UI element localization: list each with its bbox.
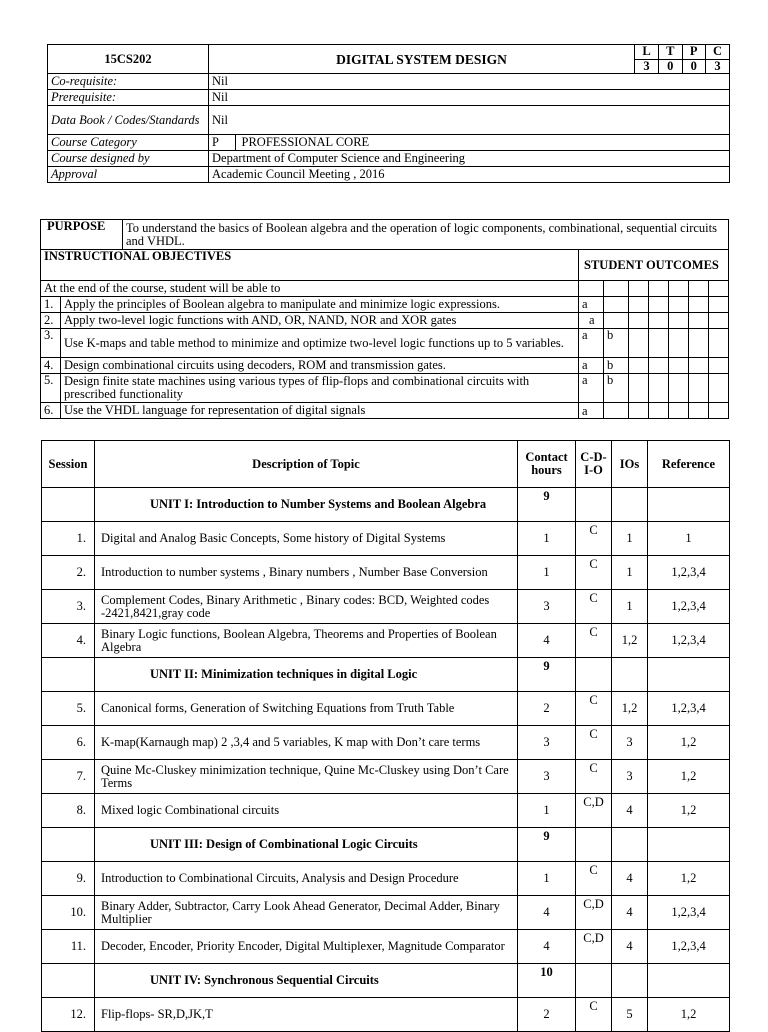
- unit-hours: 10: [518, 964, 576, 998]
- table-row: [42, 726, 730, 760]
- ios-header: IOs: [612, 441, 648, 488]
- outcome-cell: [604, 281, 629, 297]
- reference-cell: 1,2,3,4: [648, 556, 730, 590]
- ltpc-header: C: [706, 45, 730, 59]
- ios-cell: 1: [612, 522, 648, 556]
- outcome-cell: [629, 403, 649, 419]
- outcome-cell: a: [579, 329, 604, 358]
- contact-hours: 1: [518, 556, 576, 590]
- reference-cell: [648, 964, 730, 998]
- outcome-cell: [669, 358, 689, 374]
- prerequisite-value: Nil: [209, 90, 730, 106]
- category-cell: [209, 135, 730, 151]
- designed-by-label: Course designed by: [48, 151, 209, 167]
- topic-description: Introduction to Combinational Circuits, Analysis and Design Procedure: [95, 862, 518, 896]
- outcome-cell: [629, 374, 649, 403]
- objectives-header: INSTRUCTIONAL OBJECTIVES: [41, 250, 579, 281]
- contact-hours: 3: [518, 760, 576, 794]
- table-row: [42, 692, 730, 726]
- ltpc-cell: [635, 45, 730, 74]
- contact-hours: 1: [518, 522, 576, 556]
- outcome-cell: [669, 329, 689, 358]
- outcome-cell: [649, 297, 669, 313]
- session-number: 7.: [42, 760, 95, 794]
- outcome-cell: [669, 297, 689, 313]
- category-label: Course Category: [48, 135, 209, 151]
- cdio-cell: [576, 488, 612, 522]
- contact-hours: 2: [518, 692, 576, 726]
- reference-cell: 1,2: [648, 726, 730, 760]
- topic-description: Digital and Analog Basic Concepts, Some history of Digital Systems: [95, 522, 518, 556]
- contact-header: Contact hours: [518, 441, 576, 488]
- session-number: 6.: [42, 726, 95, 760]
- topic-description: Mixed logic Combinational circuits: [95, 794, 518, 828]
- outcome-cell: [709, 358, 729, 374]
- outcome-cell: [649, 358, 669, 374]
- outcome-cell: [629, 313, 649, 329]
- topic-description: Decoder, Encoder, Priority Encoder, Digital Multiplexer, Magnitude Comparator: [95, 930, 518, 964]
- cdio-cell: C,D: [576, 794, 612, 828]
- outcome-cell: [709, 281, 729, 297]
- objective-number: 5.: [41, 374, 61, 403]
- outcome-cell: [709, 374, 729, 403]
- outcome-cell: [649, 374, 669, 403]
- session-number: [42, 488, 95, 522]
- ltpc-value: 3: [706, 59, 730, 73]
- unit-title: UNIT I: Introduction to Number Systems and Boolean Algebra: [95, 488, 518, 522]
- outcome-cell: [604, 403, 629, 419]
- contact-hours: 4: [518, 930, 576, 964]
- reference-cell: 1: [648, 522, 730, 556]
- objective-text: Use the VHDL language for representation of digital signals: [61, 403, 579, 419]
- session-number: 12.: [42, 998, 95, 1032]
- table-row: [42, 930, 730, 964]
- outcome-cell: b: [604, 358, 629, 374]
- cdio-cell: C: [576, 522, 612, 556]
- cdio-cell: [576, 964, 612, 998]
- unit-row: [42, 658, 730, 692]
- outcome-cell: [689, 403, 709, 419]
- unit-row: [42, 964, 730, 998]
- outcome-cell: [629, 297, 649, 313]
- table-row: [42, 522, 730, 556]
- cdio-cell: C,D: [576, 930, 612, 964]
- objectives-intro: At the end of the course, student will be able to: [41, 281, 579, 297]
- ios-cell: 1,2: [612, 624, 648, 658]
- cdio-cell: C: [576, 862, 612, 896]
- purpose-label: PURPOSE: [41, 220, 123, 250]
- session-number: 8.: [42, 794, 95, 828]
- outcome-cell: [579, 281, 604, 297]
- contact-hours: 4: [518, 624, 576, 658]
- reference-cell: 1,2,3,4: [648, 590, 730, 624]
- cdio-cell: C: [576, 624, 612, 658]
- prerequisite-label: Prerequisite:: [48, 90, 209, 106]
- outcome-cell: [709, 329, 729, 358]
- unit-row: [42, 828, 730, 862]
- contact-hours: 3: [518, 726, 576, 760]
- objective-text: Design combinational circuits using decoders, ROM and transmission gates.: [61, 358, 579, 374]
- outcome-cell: [629, 329, 649, 358]
- session-number: 5.: [42, 692, 95, 726]
- session-number: 11.: [42, 930, 95, 964]
- cdio-cell: [576, 658, 612, 692]
- session-number: 2.: [42, 556, 95, 590]
- table-row: [42, 896, 730, 930]
- session-number: 9.: [42, 862, 95, 896]
- outcomes-header: STUDENT OUTCOMES: [579, 250, 729, 281]
- unit-hours: 9: [518, 658, 576, 692]
- cdio-cell: C,D: [576, 896, 612, 930]
- contact-hours: 1: [518, 794, 576, 828]
- ios-cell: [612, 828, 648, 862]
- reference-cell: [648, 488, 730, 522]
- category-grid: [209, 135, 729, 150]
- outcome-cell: [629, 358, 649, 374]
- outcome-cell: a: [579, 403, 604, 419]
- cdio-cell: C: [576, 726, 612, 760]
- outcome-cell: a: [579, 358, 604, 374]
- unit-hours: 9: [518, 828, 576, 862]
- outcome-cell: [709, 403, 729, 419]
- outcome-cell: [709, 313, 729, 329]
- outcome-cell: [669, 313, 689, 329]
- ios-cell: 4: [612, 794, 648, 828]
- ios-cell: 4: [612, 862, 648, 896]
- reference-cell: 1,2,3,4: [648, 624, 730, 658]
- session-number: 1.: [42, 522, 95, 556]
- outcome-cell: b: [604, 329, 629, 358]
- outcome-cell: a: [579, 313, 604, 329]
- sessions-table: [41, 440, 730, 1032]
- objective-text: Apply the principles of Boolean algebra to manipulate and minimize logic expressions.: [61, 297, 579, 313]
- ios-cell: 1,2: [612, 692, 648, 726]
- ltpc-grid: [635, 45, 729, 73]
- corequisite-label: Co-requisite:: [48, 74, 209, 90]
- corequisite-value: Nil: [209, 74, 730, 90]
- objective-number: 6.: [41, 403, 61, 419]
- outcome-cell: a: [579, 374, 604, 403]
- ltpc-value: 3: [635, 59, 659, 73]
- objective-text: Design finite state machines using various types of flip-flops and combinational circuits with prescribed functionality: [61, 374, 579, 403]
- ltpc-header: T: [659, 45, 683, 59]
- session-number: 10.: [42, 896, 95, 930]
- session-rows: [42, 488, 730, 1032]
- ios-cell: 1: [612, 556, 648, 590]
- outcome-cell: [689, 313, 709, 329]
- cdio-cell: C: [576, 998, 612, 1032]
- table-row: [42, 590, 730, 624]
- cdio-cell: C: [576, 556, 612, 590]
- reference-cell: 1,2,3,4: [648, 930, 730, 964]
- outcome-cell: [689, 281, 709, 297]
- objectives-table: [40, 219, 729, 419]
- cdio-cell: [576, 828, 612, 862]
- topic-description: Binary Logic functions, Boolean Algebra, Theorems and Properties of Boolean Algebra: [95, 624, 518, 658]
- databook-label: Data Book / Codes/Standards: [48, 106, 209, 135]
- databook-value: Nil: [209, 106, 730, 135]
- reference-cell: 1,2,3,4: [648, 896, 730, 930]
- outcome-cell: [649, 281, 669, 297]
- ltpc-value: 0: [682, 59, 706, 73]
- reference-cell: [648, 828, 730, 862]
- category-value: PROFESSIONAL CORE: [235, 135, 729, 150]
- course-code: 15CS202: [48, 45, 209, 74]
- topic-description: Introduction to number systems , Binary numbers , Number Base Conversion: [95, 556, 518, 590]
- objective-text: Use K-maps and table method to minimize and optimize two-level logic functions up to 5 variables.: [61, 329, 579, 358]
- ios-cell: 3: [612, 726, 648, 760]
- unit-hours: 9: [518, 488, 576, 522]
- reference-cell: [648, 658, 730, 692]
- ltpc-header: P: [682, 45, 706, 59]
- outcome-cell: [689, 297, 709, 313]
- category-code: P: [209, 135, 235, 150]
- topic-description: Canonical forms, Generation of Switching Equations from Truth Table: [95, 692, 518, 726]
- outcome-cell: [649, 403, 669, 419]
- unit-title: UNIT III: Design of Combinational Logic Circuits: [95, 828, 518, 862]
- outcome-cell: [709, 297, 729, 313]
- course-info-table: [47, 44, 730, 183]
- objective-number: 3.: [41, 329, 61, 358]
- description-header: Description of Topic: [95, 441, 518, 488]
- outcome-cell: [669, 374, 689, 403]
- approval-value: Academic Council Meeting , 2016: [209, 167, 730, 183]
- outcome-cell: [604, 297, 629, 313]
- ltpc-value: 0: [659, 59, 683, 73]
- topic-description: Quine Mc-Cluskey minimization technique, Quine Mc-Cluskey using Don’t Care Terms: [95, 760, 518, 794]
- outcome-cell: [649, 313, 669, 329]
- course-title: DIGITAL SYSTEM DESIGN: [209, 45, 635, 74]
- ios-cell: 4: [612, 930, 648, 964]
- reference-cell: 1,2: [648, 794, 730, 828]
- unit-title: UNIT IV: Synchronous Sequential Circuits: [95, 964, 518, 998]
- outcome-cell: [669, 403, 689, 419]
- objective-number: 4.: [41, 358, 61, 374]
- table-row: [42, 624, 730, 658]
- objective-text: Apply two-level logic functions with AND, OR, NAND, NOR and XOR gates: [61, 313, 579, 329]
- session-header: Session: [42, 441, 95, 488]
- ios-cell: 5: [612, 998, 648, 1032]
- outcome-cell: a: [579, 297, 604, 313]
- ios-cell: 3: [612, 760, 648, 794]
- topic-description: Complement Codes, Binary Arithmetic , Binary codes: BCD, Weighted codes -2421,8421,gray code: [95, 590, 518, 624]
- contact-hours: 1: [518, 862, 576, 896]
- cdio-header: C-D-I-O: [576, 441, 612, 488]
- table-row: [42, 556, 730, 590]
- cdio-cell: C: [576, 692, 612, 726]
- topic-description: K-map(Karnaugh map) 2 ,3,4 and 5 variables, K map with Don’t care terms: [95, 726, 518, 760]
- outcome-cell: [689, 374, 709, 403]
- table-row: [42, 862, 730, 896]
- ios-cell: 1: [612, 590, 648, 624]
- unit-title: UNIT II: Minimization techniques in digital Logic: [95, 658, 518, 692]
- ios-cell: [612, 964, 648, 998]
- reference-cell: 1,2: [648, 862, 730, 896]
- cdio-cell: C: [576, 590, 612, 624]
- contact-hours: 4: [518, 896, 576, 930]
- outcome-cell: [689, 358, 709, 374]
- table-row: [42, 998, 730, 1032]
- outcome-cell: [629, 281, 649, 297]
- outcome-cell: [689, 329, 709, 358]
- reference-header: Reference: [648, 441, 730, 488]
- outcome-cell: [604, 313, 629, 329]
- designed-by-value: Department of Computer Science and Engineering: [209, 151, 730, 167]
- session-number: [42, 964, 95, 998]
- unit-row: [42, 488, 730, 522]
- objective-number: 2.: [41, 313, 61, 329]
- reference-cell: 1,2: [648, 998, 730, 1032]
- topic-description: Flip-flops- SR,D,JK,T: [95, 998, 518, 1032]
- ltpc-header: L: [635, 45, 659, 59]
- session-number: 4.: [42, 624, 95, 658]
- cdio-cell: C: [576, 760, 612, 794]
- ios-cell: [612, 658, 648, 692]
- contact-hours: 2: [518, 998, 576, 1032]
- approval-label: Approval: [48, 167, 209, 183]
- purpose-text: To understand the basics of Boolean algebra and the operation of logic components, combinational, sequential circuits and VHDL.: [123, 220, 729, 250]
- objective-number: 1.: [41, 297, 61, 313]
- outcome-cell: [669, 281, 689, 297]
- session-number: [42, 828, 95, 862]
- outcome-cell: b: [604, 374, 629, 403]
- reference-cell: 1,2: [648, 760, 730, 794]
- session-number: 3.: [42, 590, 95, 624]
- reference-cell: 1,2,3,4: [648, 692, 730, 726]
- topic-description: Binary Adder, Subtractor, Carry Look Ahead Generator, Decimal Adder, Binary Multiplier: [95, 896, 518, 930]
- ios-cell: [612, 488, 648, 522]
- session-number: [42, 658, 95, 692]
- table-row: [42, 760, 730, 794]
- contact-hours: 3: [518, 590, 576, 624]
- table-row: [42, 794, 730, 828]
- outcome-cell: [649, 329, 669, 358]
- ios-cell: 4: [612, 896, 648, 930]
